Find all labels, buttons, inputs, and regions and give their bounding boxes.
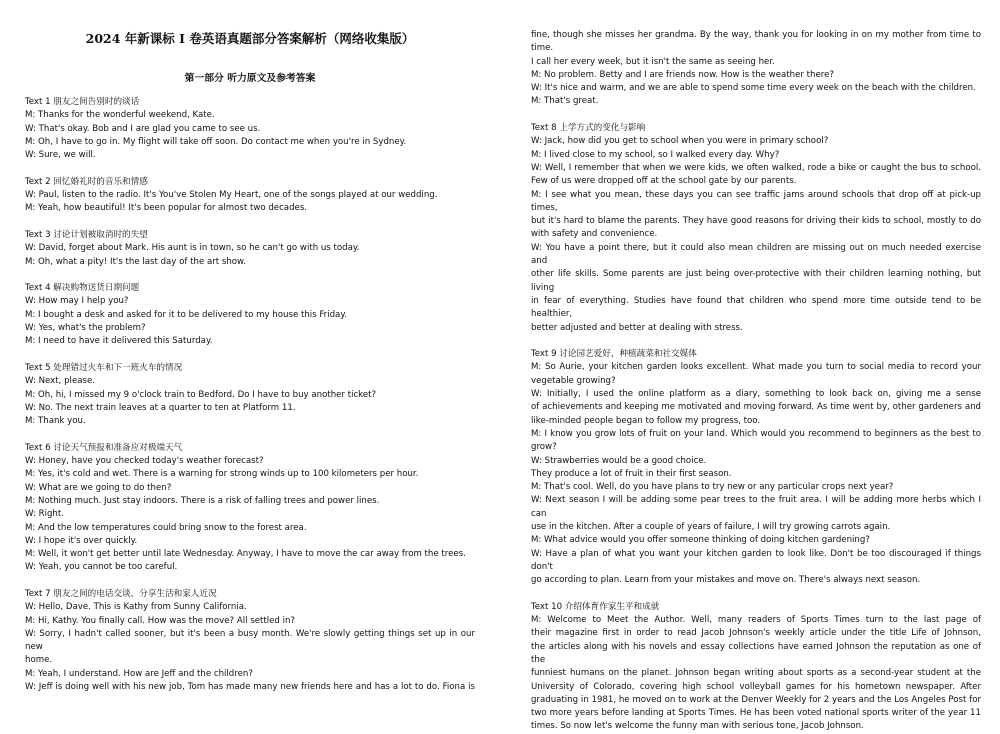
text-section-t8 bbox=[531, 122, 981, 335]
dialogue-line: M: I know you grow lots of fruit on your land. Which would you recommend to beginners as the best to bbox=[531, 428, 981, 439]
dialogue-line: fine, though she misses her grandma. By the way, thank you for looking in on my mother from time to time. bbox=[531, 30, 981, 54]
section-heading: Text 1 朋友之间告别时的谈话 bbox=[25, 97, 140, 107]
dialogue-line: W: Paul, listen to the radio. It's You've Stolen My Heart, one of the songs played at our wedding. bbox=[25, 190, 438, 201]
dialogue-line: M: I see what you mean, these days you can see traffic jams around schools that drop off at pick-up times, bbox=[531, 189, 981, 213]
text-section-t9 bbox=[531, 348, 981, 587]
dialogue-line: M: Oh, what a pity! It's the last day of the art show. bbox=[25, 256, 247, 267]
paragraph-gap bbox=[531, 587, 981, 600]
paragraph-gap bbox=[25, 575, 475, 588]
dialogue-line: I call her every week, but it isn't the same as seeing her. bbox=[531, 56, 775, 67]
paragraph-gap bbox=[25, 428, 475, 441]
dialogue-line: University of Colorado, covering high school volleyball games for his hometown newspaper. After bbox=[531, 681, 981, 692]
text-section-t5 bbox=[25, 362, 475, 428]
paragraph-gap bbox=[25, 162, 475, 175]
dialogue-line: Few of us were dropped off at the school gate by our parents. bbox=[531, 176, 797, 187]
dialogue-line: better adjusted and better at dealing with stress. bbox=[531, 322, 743, 333]
section-heading: Text 2 回忆婚礼时的音乐和情感 bbox=[25, 176, 148, 187]
section-heading: Text 4 解决购物送货日期问题 bbox=[25, 283, 140, 294]
dialogue-line: M: That's great. bbox=[531, 96, 599, 107]
dialogue-line: home. bbox=[25, 655, 53, 666]
right-column bbox=[531, 29, 981, 734]
text-section-t7b bbox=[531, 29, 981, 109]
dialogue-line: times. So now let's welcome the funny man with serious tone, Jacob Johnson. bbox=[531, 721, 864, 732]
dialogue-line: W: Right. bbox=[25, 509, 64, 520]
paragraph-gap bbox=[25, 349, 475, 362]
text-section-t10 bbox=[531, 601, 981, 734]
dialogue-line: W: Yes, what's the problem? bbox=[25, 323, 146, 334]
section-heading: Text 3 讨论计划被取消时的失望 bbox=[25, 229, 148, 240]
dialogue-line: in fear of everything. Studies have found that children who spend more time outside tend to be healthier, bbox=[531, 295, 981, 320]
dialogue-line: W: It's nice and warm, and we are able to spend some time every week on the beach with the children. bbox=[531, 83, 976, 94]
dialogue-line: W: Yeah, you cannot be too careful. bbox=[25, 562, 178, 573]
dialogue-line: M: Yes, it's cold and wet. There is a warning for strong winds up to 100 kilometers per hour. bbox=[25, 469, 419, 480]
dialogue-line: M: What advice would you offer someone thinking of doing kitchen gardening? bbox=[531, 535, 870, 546]
section-heading: Text 10 介绍体育作家生平和成就 bbox=[531, 601, 660, 612]
dialogue-line: W: Hello, Dave. This is Kathy from Sunny California. bbox=[25, 602, 247, 613]
dialogue-line: use in the kitchen. After a couple of years of failure, I will try growing carrots again. bbox=[531, 521, 891, 532]
dialogue-line: M: And the low temperatures could bring snow to the forest area. bbox=[25, 522, 307, 533]
section-heading: Text 5 处理错过火车和下一班火车的情况 bbox=[25, 362, 183, 373]
dialogue-line: funniest humans on the planet. Johnson began writing about sports as a second-year student at the bbox=[531, 668, 981, 679]
dialogue-line: their magazine first in order to read Jacob Johnson's weekly article under the title Life of Johnson, bbox=[531, 628, 981, 639]
dialogue-line: M: Oh, I have to go in. My flight will take off soon. Do contact me when you're in Sydney. bbox=[25, 136, 407, 147]
dialogue-line: W: Jeff is doing well with his new job, Tom has made many new friends here and has a lot to do. Fiona is bbox=[25, 682, 475, 693]
section-heading: Text 6 讨论天气预报和准备应对极端天气 bbox=[25, 442, 183, 453]
dialogue-line: M: Oh, hi, I missed my 9 o'clock train to Bedford. Do I have to buy another ticket? bbox=[25, 389, 377, 400]
left-column bbox=[25, 96, 475, 694]
section-heading: Text 9 讨论园艺爱好，种植蔬菜和社交媒体 bbox=[531, 349, 697, 360]
dialogue-line: but it's hard to blame the parents. They have good reasons for driving their kids to school, mostly to do bbox=[531, 216, 981, 227]
text-section-t4 bbox=[25, 282, 475, 348]
dialogue-line: M: Yeah, how beautiful! It's been popular for almost two decades. bbox=[25, 203, 308, 214]
dialogue-line: M: Welcome to Meet the Author. Well, many readers of Sports Times turn to the last page of bbox=[531, 615, 981, 626]
dialogue-line: M: Thank you. bbox=[25, 416, 86, 427]
dialogue-line: M: I need to have it delivered this Saturday. bbox=[25, 336, 213, 347]
dialogue-line: W: Jack, how did you get to school when you were in primary school? bbox=[531, 136, 829, 147]
paragraph-gap bbox=[25, 216, 475, 229]
dialogue-line: W: You have a point there, but it could also mean children are missing out on much needed exercise and bbox=[531, 242, 981, 267]
dialogue-line: W: Sure, we will. bbox=[25, 150, 96, 161]
dialogue-line: M: That's cool. Well, do you have plans to try new or any particular crops next year? bbox=[531, 482, 894, 493]
dialogue-line: grow? bbox=[531, 442, 557, 453]
paragraph-gap bbox=[531, 109, 981, 122]
dialogue-line: graduating in 1981, he moved on to work at the Denver Weekly for 2 years and the Los Angeles Post for bbox=[531, 694, 981, 705]
dialogue-line: other life skills. Some parents are just being over-protective with their children learning nothing, but living bbox=[531, 269, 981, 293]
dialogue-line: go according to plan. Learn from your mistakes and move on. There's always next season. bbox=[531, 575, 921, 586]
dialogue-line: M: No problem. Betty and I are friends now. How is the weather there? bbox=[531, 69, 834, 80]
dialogue-line: W: Honey, have you checked today's weather forecast? bbox=[25, 456, 264, 467]
dialogue-line: vegetable growing? bbox=[531, 375, 616, 386]
dialogue-line: with safety and convenience. bbox=[531, 229, 658, 240]
text-section-t1 bbox=[25, 96, 475, 162]
dialogue-line: M: I bought a desk and asked for it to be delivered to my house this Friday. bbox=[25, 309, 347, 320]
part-title: 第一部分 听力原文及参考答案 bbox=[184, 73, 316, 84]
dialogue-line: M: Thanks for the wonderful weekend, Kate. bbox=[25, 110, 215, 121]
dialogue-line: M: Hi, Kathy. You finally call. How was the move? All settled in? bbox=[25, 615, 295, 626]
text-section-t3 bbox=[25, 229, 475, 269]
dialogue-line: W: That's okay. Bob and I are glad you came to see us. bbox=[25, 123, 261, 134]
text-section-t7 bbox=[25, 588, 475, 694]
dialogue-line: W: I hope it's over quickly. bbox=[25, 535, 138, 546]
dialogue-line: W: Sorry, I hadn't called sooner, but it's been a busy month. We're slowly getting things set up in our new bbox=[25, 628, 475, 653]
paragraph-gap bbox=[531, 335, 981, 348]
dialogue-line: of achievements and keeping me motivated and moving forward. As time went by, other gardeners and bbox=[531, 402, 981, 413]
dialogue-line: like-minded people began to follow my progress, too. bbox=[531, 415, 761, 426]
dialogue-line: W: No. The next train leaves at a quarter to ten at Platform 11. bbox=[25, 402, 296, 413]
dialogue-line: M: Well, it won't get better until late Wednesday. Anyway, I have to move the car away from the trees. bbox=[25, 549, 466, 560]
dialogue-line: M: So Aurie, your kitchen garden looks excellent. What made you turn to social media to record your bbox=[531, 362, 981, 373]
document-title: 2024 年新课标 I 卷英语真题部分答案解析（网络收集版） bbox=[85, 31, 415, 46]
dialogue-line: W: Strawberries would be a good choice. bbox=[531, 455, 707, 466]
dialogue-line: M: I lived close to my school, so I walked every day. Why? bbox=[531, 149, 780, 160]
dialogue-line: two more years before landing at Sports Times. He has been voted national sports writer of the year 11 bbox=[531, 708, 981, 719]
dialogue-line: They produce a lot of fruit in their first season. bbox=[531, 468, 732, 479]
dialogue-line: W: Have a plan of what you want your kitchen garden to look like. Don't be too discouraged if things don't bbox=[531, 548, 981, 572]
text-section-t2 bbox=[25, 176, 475, 216]
section-heading: Text 8 上学方式的变化与影响 bbox=[531, 123, 646, 134]
text-section-t6 bbox=[25, 442, 475, 575]
dialogue-line: W: How may I help you? bbox=[25, 296, 129, 307]
dialogue-line: W: Well, I remember that when we were kids, we often walked, rode a bike or caught the bus to school. bbox=[531, 162, 981, 173]
dialogue-line: W: Initially, I used the online platform as a diary, something to look back on, giving me a sense bbox=[531, 389, 981, 400]
paragraph-gap bbox=[25, 269, 475, 282]
dialogue-line: M: Nothing much. Just stay indoors. There is a risk of falling trees and power lines. bbox=[25, 495, 380, 506]
dialogue-line: W: What are we going to do then? bbox=[25, 482, 172, 493]
dialogue-line: W: Next, please. bbox=[25, 376, 95, 387]
section-heading: Text 7 朋友之间的电话交谈，分享生活和家人近况 bbox=[25, 588, 217, 599]
dialogue-line: the articles along with his novels and essay collections have earned Johnson the reputation as one of the bbox=[531, 641, 981, 665]
dialogue-line: M: Yeah, I understand. How are Jeff and the children? bbox=[25, 668, 253, 679]
dialogue-line: W: David, forget about Mark. His aunt is in town, so he can't go with us today. bbox=[25, 243, 360, 254]
dialogue-line: W: Next season I will be adding some pear trees to the fruit area. I will be adding more herbs which I can bbox=[531, 495, 981, 519]
